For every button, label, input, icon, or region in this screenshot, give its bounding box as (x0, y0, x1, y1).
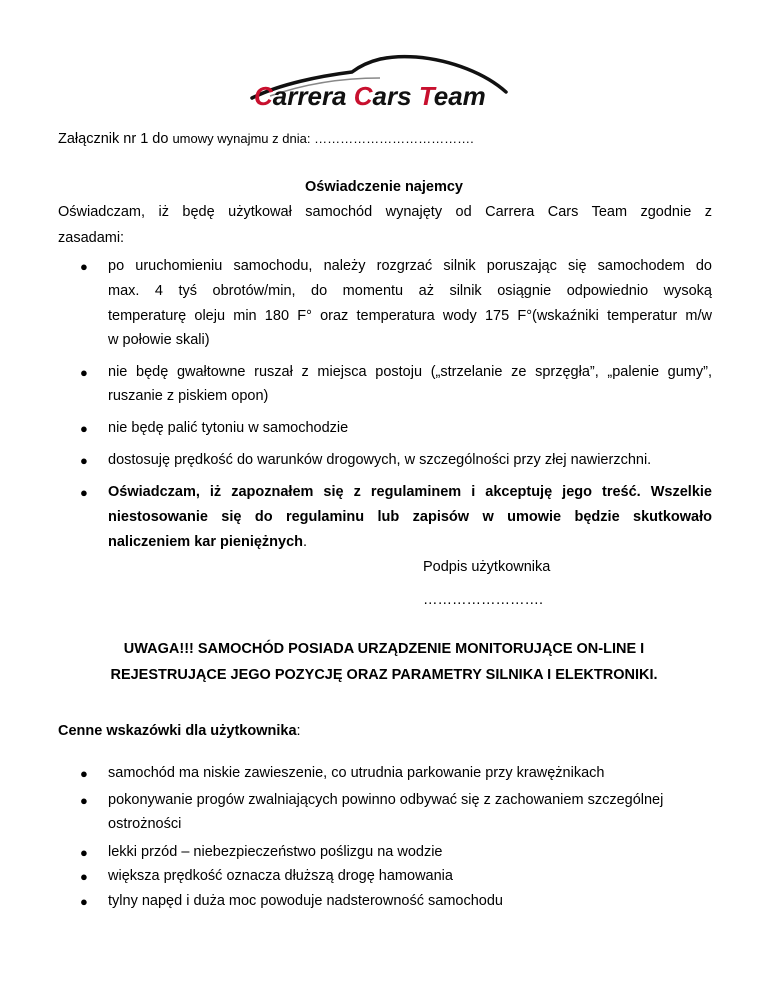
declaration-item-4: dostosuję prędkość do warunków drogowych, w szczególności przy złej nawierzchni. (108, 452, 652, 468)
declaration-intro-cont: zasadami: (58, 230, 125, 246)
bullet-icon: ● (80, 793, 88, 808)
declaration-item-1: po uruchomieniu samochodu, należy rozgrzać silnik poruszając się samochodem do (108, 258, 712, 274)
tip-item-3: lekki przód – niebezpieczeństwo poślizgu na wodzie (108, 844, 443, 860)
declaration-title: Oświadczenie najemcy (305, 179, 463, 195)
warning-line-1: UWAGA!!! SAMOCHÓD POSIADA URZĄDZENIE MONITORUJĄCE ON-LINE I (123, 641, 645, 657)
signature-label: Podpis użytkownika (423, 559, 551, 575)
bullet-icon: ● (80, 894, 88, 909)
tip-item-5: tylny napęd i duża moc powoduje nadsterowność samochodu (108, 893, 503, 909)
bullet-icon: ● (80, 365, 88, 380)
declaration-item-5: naliczeniem kar pieniężnych. (108, 534, 308, 550)
logo-wordmark: Carrera Cars Team (254, 81, 486, 111)
tip-item-1: samochód ma niskie zawieszenie, co utrudnia parkowanie przy krawężnikach (108, 765, 605, 781)
bullet-icon: ● (80, 766, 88, 781)
tips-heading: Cenne wskazówki dla użytkownika: (58, 723, 301, 739)
declaration-item-5: Oświadczam, iż zapoznałem się z regulaminem i akceptuję jego treść. Wszelkie (108, 484, 712, 500)
declaration-item-1: temperaturę oleju min 180 F° oraz temperatura wody 175 F°(wskaźniki temperatur m/w (108, 308, 712, 324)
tip-item-2: ostrożności (108, 816, 182, 832)
declaration-item-3: nie będę palić tytoniu w samochodzie (108, 420, 349, 436)
declaration-item-1: w połowie skali) (108, 332, 210, 348)
declaration-item-2: ruszanie z piskiem opon) (108, 388, 269, 404)
annex-line: Załącznik nr 1 do umowy wynajmu z dnia: ………………………………. (58, 131, 474, 147)
bullet-icon: ● (80, 421, 88, 436)
tip-item-4: większa prędkość oznacza dłuższą drogę hamowania (108, 868, 453, 884)
declaration-item-5: niestosowanie się do regulaminu lub zapisów w umowie będzie skutkowało (108, 509, 712, 525)
bullet-icon: ● (80, 869, 88, 884)
declaration-item-1: max. 4 tyś obrotów/min, do momentu aż silnik osiągnie odpowiednio wysoką (108, 283, 712, 299)
declaration-item-2: nie będę gwałtowne ruszał z miejsca postoju („strzelanie ze sprzęgła”, „palenie gumy”, (108, 364, 712, 380)
tip-item-2: pokonywanie progów zwalniających powinno odbywać się z zachowaniem szczególnej (108, 792, 664, 808)
bullet-icon: ● (80, 845, 88, 860)
bullet-icon: ● (80, 485, 88, 500)
warning-line-2: REJESTRUJĄCE JEGO POZYCJĘ ORAZ PARAMETRY SILNIKA I ELEKTRONIKI. (110, 667, 658, 683)
declaration-intro: Oświadczam, iż będę użytkował samochód wynajęty od Carrera Cars Team zgodnie z (58, 204, 712, 220)
carrera-cars-team-logo (240, 52, 520, 116)
bullet-icon: ● (80, 453, 88, 468)
signature-line: ……………………. (423, 592, 544, 608)
bullet-icon: ● (80, 259, 88, 274)
